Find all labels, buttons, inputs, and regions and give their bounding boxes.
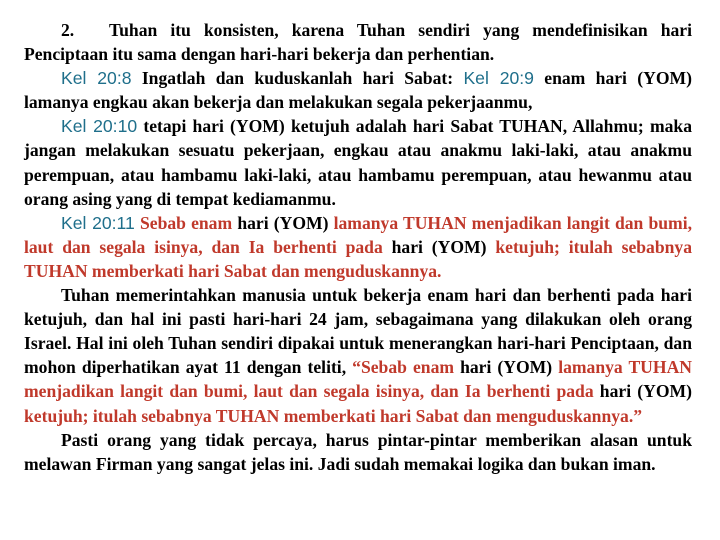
verse-text: hari (YOM) [391,236,496,257]
paragraph-kel-20-8 [24,66,692,114]
verse-text: enam hari (YOM) lamanya engkau akan bekerja dan melakukan segala pekerjaanmu, [24,68,692,113]
point-2-text: Tuhan itu konsisten, karena Tuhan sendiri yang mendefinisikan hari Penciptaan itu sama dengan hari-hari bekerja dan perhentian. [24,20,692,65]
emphasis-text: Sebab enam [134,212,238,233]
verse-reference: Kel 20:10 [61,116,138,137]
document-body [24,18,692,476]
emphasis-text: lamanya TUHAN menjadikan langit dan bumi, laut dan segala isinya, dan Ia berhenti pada [24,212,692,257]
verse-reference: Kel 20:9 [463,68,534,89]
paragraph-conclusion [24,428,692,476]
quote-text: ketujuh; itulah sebabnya TUHAN memberkati hari Sabat dan menguduskannya.” [24,405,643,426]
paragraph-explanation [24,283,692,428]
conclusion-text: Pasti orang yang tidak percaya, harus pintar-pintar memberikan alasan untuk melawan Firman yang sangat jelas ini. Jadi sudah memakai logika dan bukan iman. [24,429,692,474]
emphasis-text: ketujuh; itulah sebabnya TUHAN memberkati hari Sabat dan menguduskannya. [24,236,692,281]
quote-text: lamanya TUHAN menjadikan langit dan bumi, laut dan segala isinya, dan Ia berhenti pada [24,357,692,402]
explanation-text: Tuhan memerintahkan manusia untuk bekerja enam hari dan berhenti pada hari ketujuh, dan hal ini pasti hari-hari 24 jam, sebagaimana yang dilakukan oleh orang Israel. Hal ini oleh Tuhan sendiri dipakai untuk menerangkan hari-hari Penciptaan, dan mohon diperhatikan ayat 11 dengan teliti, [24,285,692,378]
paragraph-point-2 [24,18,692,66]
verse-reference: Kel 20:8 [61,68,132,89]
paragraph-kel-20-11 [24,211,692,283]
verse-reference: Kel 20:11 [61,212,135,233]
verse-text: hari (YOM) [237,212,334,233]
quote-text-plain: hari (YOM) [460,357,559,378]
verse-text: tetapi hari (YOM) ketujuh adalah hari Sabat TUHAN, Allahmu; maka jangan melakukan sesuatu pekerjaan, engkau atau anakmu laki-laki, atau anakmu perempuan, atau hambamu laki-laki, atau hambamu perempuan, atau hewanmu atau orang asing yang di tempat kediamanmu. [24,116,692,209]
verse-text: Ingatlah dan kuduskanlah hari Sabat: [131,68,464,89]
quote-text: “Sebab enam [352,357,461,378]
quote-text-plain: hari (YOM) [599,381,692,402]
point-number: 2. [61,20,75,40]
paragraph-kel-20-10 [24,114,692,210]
